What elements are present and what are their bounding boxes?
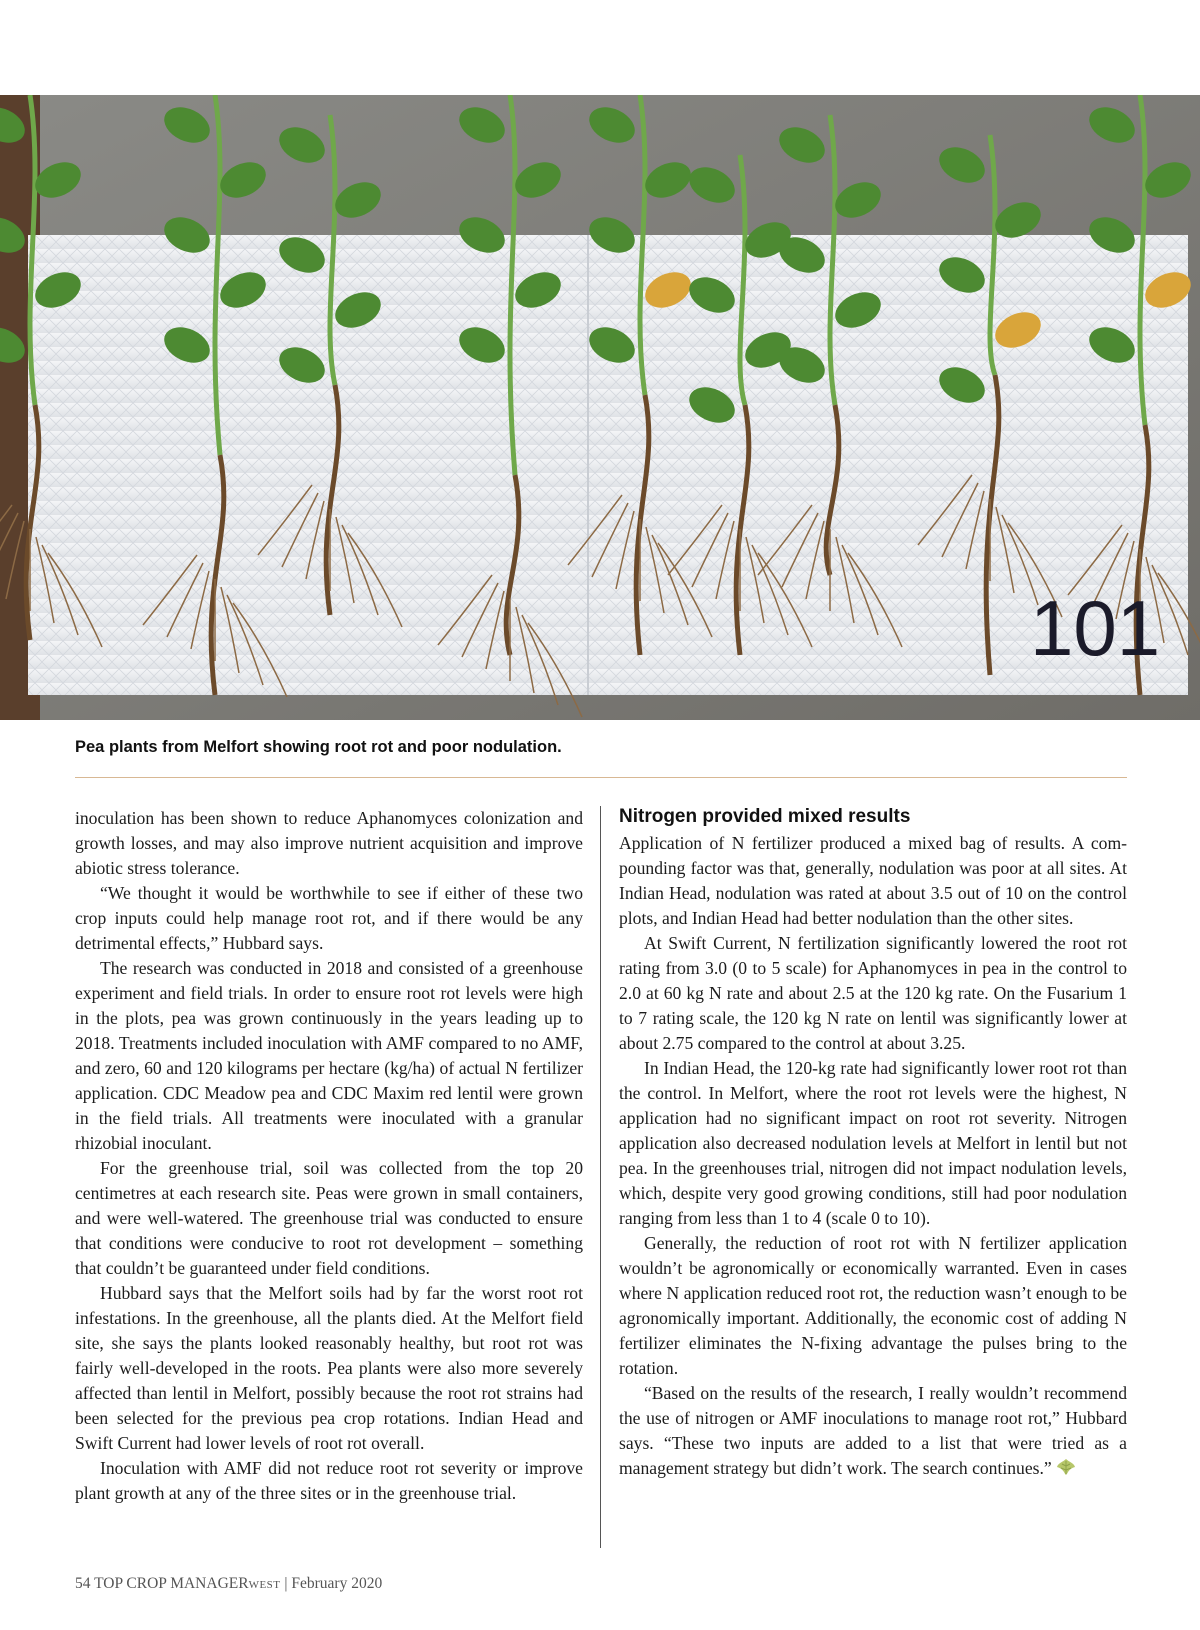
photo-illustration bbox=[0, 95, 1200, 720]
paragraph: Application of N fertilizer produced a mixed bag of results. A compounding factor was that, generally, nodulation was poor at all sites. At Indian Head, nodulation was rated at about 3.5 out of 10 on the control plots, and Indian Head had better nodulation than the other sites. bbox=[619, 833, 1127, 928]
issue-date: February 2020 bbox=[291, 1575, 383, 1592]
paragraph: At Swift Current, N fertilization significantly lowered the root rot rating from 3.0 (0 to 5 scale) for Aphanomyces in pea in the control to 2.0 at 60 kg N rate and about 2.5 at the 120 kg rate. On the Fusarium 1 to 7 rating scale, the 120 kg N rate on lentil was significantly lower at about 2.75 compared to the control at about 3.25. bbox=[619, 933, 1127, 1053]
right-column bbox=[619, 804, 1127, 1481]
page-footer bbox=[75, 1575, 382, 1593]
caption-rule bbox=[75, 777, 1127, 778]
paragraph: Hubbard says that the Melfort soils had by far the worst root rot infestations. In the greenhouse, all the plants died. At the Melfort field site, she says the plants looked reasonably healthy, but root rot was fairly well-developed in the roots. Pea plants were also more severely affected than lentil in Melfort, possibly because the root rot strains had been selected for the previous pea crop rotations. Indian Head and Swift Current had lower levels of root rot overall. bbox=[75, 1283, 583, 1453]
footer-separator: | bbox=[284, 1575, 288, 1592]
page-number: 54 bbox=[75, 1575, 91, 1592]
section-heading: Nitrogen provided mixed results bbox=[619, 806, 911, 827]
last-paragraph bbox=[619, 1381, 1127, 1481]
paragraph: Generally, the reduction of root rot with N fertilizer application wouldn’t be agronomically or economically warranted. Even in cases where N application reduced root rot, the reduction wasn’t enough to be agronomically important. Additionally, the economic cost of adding N fertilizer eliminates the N-fixing advantage the pulses bring to the rotation. bbox=[619, 1233, 1127, 1378]
paragraph: Inoculation with AMF did not reduce root rot severity or improve plant growth at any of the three sites or in the greenhouse trial. bbox=[75, 1458, 583, 1503]
pea-plants-photo bbox=[0, 95, 1200, 720]
paper-label-text: 101 bbox=[1030, 584, 1161, 672]
paragraph: The research was conducted in 2018 and consisted of a greenhouse experiment and field trials. In order to ensure root rot levels were high in the plots, pea was grown continuously in the years leading up to 2018. Treatments included inoculation with AMF compared to no AMF, and zero, 60 and 120 kilograms per hectare (kg/ha) of actual N fertilizer application. CDC Meadow pea and CDC Maxim red lentil were grown in the field trials. All treatments were inoculated with a granular rhizobial inoculant. bbox=[75, 958, 583, 1153]
paragraph: For the greenhouse trial, soil was collected from the top 20 centimetres at each research site. Peas were grown in small containers, and were well-watered. The greenhouse trial was conducted to ensure that conditions were conducive to root rot development – something that couldn’t be guaranteed under field conditions. bbox=[75, 1158, 583, 1278]
column-divider bbox=[600, 806, 601, 1548]
left-column bbox=[75, 806, 583, 1506]
leaf-end-mark-icon bbox=[1056, 1458, 1076, 1476]
paragraph: inoculation has been shown to reduce Aphanomyces colonization and growth losses, and may also improve nutrient acquisition and improve abiotic stress tolerance. bbox=[75, 808, 583, 878]
magazine-name: TOP CROP MANAGER bbox=[94, 1575, 249, 1592]
magazine-edition: WEST bbox=[248, 1579, 281, 1591]
paragraph: In Indian Head, the 120-kg rate had significantly lower root rot than the control. In Melfort, where the root rot levels were the highest, N application had no significant impact on root rot severity. Nitrogen application also decreased nodulation levels at Melfort in lentil but not pea. In the greenhouses trial, nitrogen did not impact nodulation levels, which, despite very good growing conditions, still had poor nodulation ranging from less than 1 to 4 (scale 0 to 10). bbox=[619, 1058, 1127, 1228]
paragraph: “We thought it would be worthwhile to see if either of these two crop inputs could help manage root rot, and if there would be any detrimental effects,” Hubbard says. bbox=[75, 883, 583, 953]
photo-caption: Pea plants from Melfort showing root rot and poor nodulation. bbox=[75, 738, 562, 756]
paragraph-text: “Based on the results of the research, I really wouldn’t recommend the use of nitrogen or AMF inoculations to manage root rot,” Hubbard says. “These two inputs are added to a list that were tried as a management strategy but didn’t work. The search continues.” bbox=[619, 1383, 1127, 1478]
